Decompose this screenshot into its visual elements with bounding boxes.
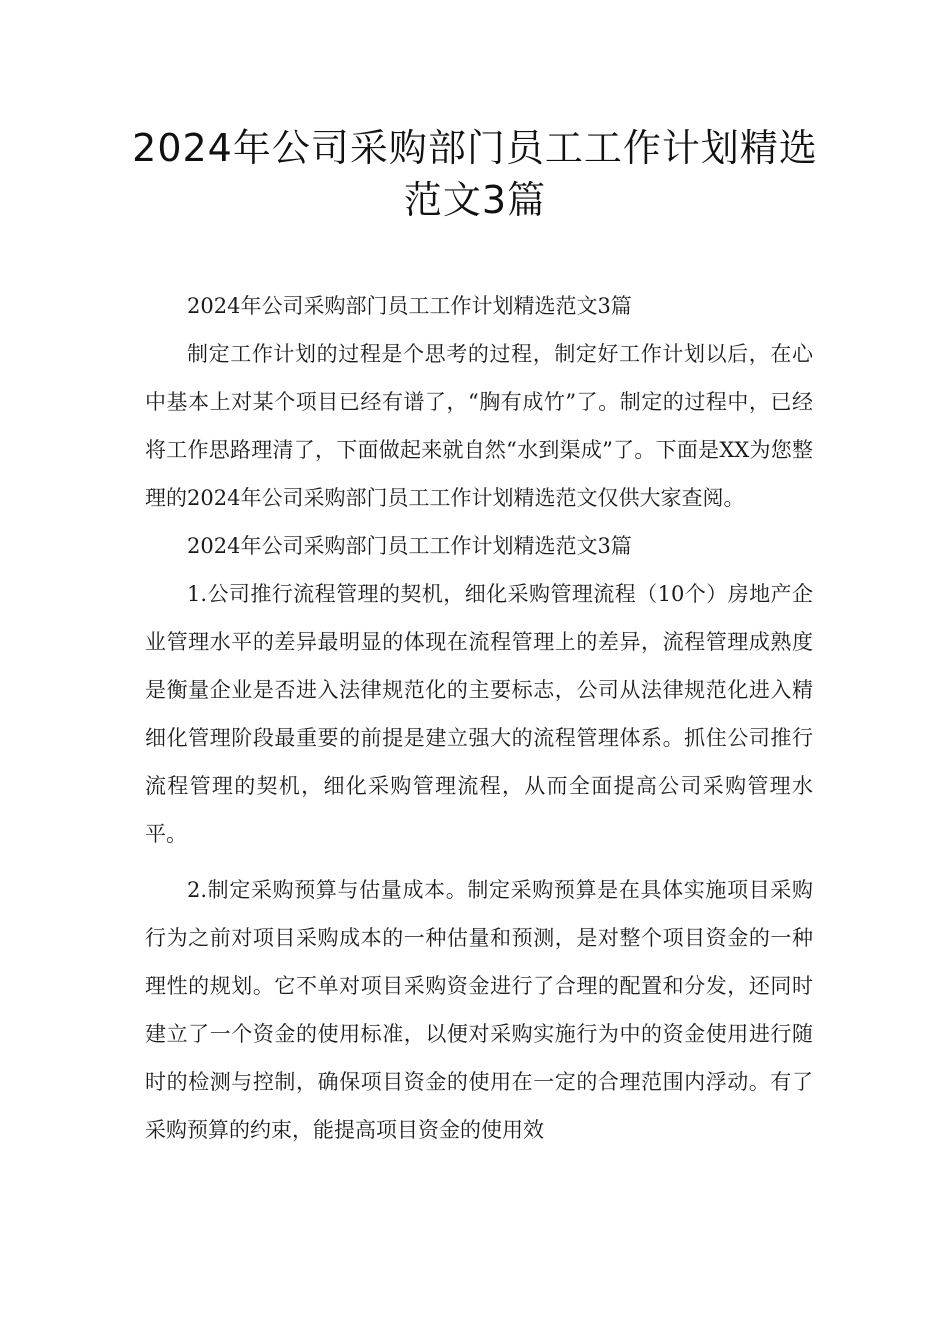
paragraph-subtitle: 2024年公司采购部门员工工作计划精选范文3篇	[187, 294, 632, 318]
paragraph-intro: 制定工作计划的过程是个思考的过程，制定好工作计划以后，在心中基本上对某个项目已经有谱了，“胸有成竹”了。制定的过程中，已经将工作思路理清了，下面做起来就自然“水到渠成”了。下面是XX为您整理的2024年公司采购部门员工工作计划精选范文仅供大家查阅。	[145, 342, 813, 510]
paragraph-item-2: 2.制定采购预算与估量成本。制定采购预算是在具体实施项目采购行为之前对项目采购成本的一种估量和预测，是对整个项目资金的一种理性的规划。它不单对项目采购资金进行了合理的配置和分发，还同时建立了一个资金的使用标准，以便对采购实施行为中的资金使用进行随时的检测与控制，确保项目资金的使用在一定的合理范围内浮动。有了采购预算的约束，能提高项目资金的使用效	[145, 878, 813, 1142]
title-line-2: 范文3篇	[403, 178, 547, 222]
document-body	[145, 282, 813, 1154]
paragraph-item-1: 1.公司推行流程管理的契机，细化采购管理流程（10个）房地产企业管理水平的差异最明显的体现在流程管理上的差异，流程管理成熟度是衡量企业是否进入法律规范化的主要标志，公司从法律规范化进入精细化管理阶段最重要的前提是建立强大的流程管理体系。抓住公司推行流程管理的契机，细化采购管理流程，从而全面提高公司采购管理水平。	[145, 582, 813, 846]
document-title	[100, 122, 850, 226]
paragraph-subtitle-repeat: 2024年公司采购部门员工工作计划精选范文3篇	[187, 534, 632, 558]
title-line-1: 2024年公司采购部门员工工作计划精选	[132, 126, 818, 170]
